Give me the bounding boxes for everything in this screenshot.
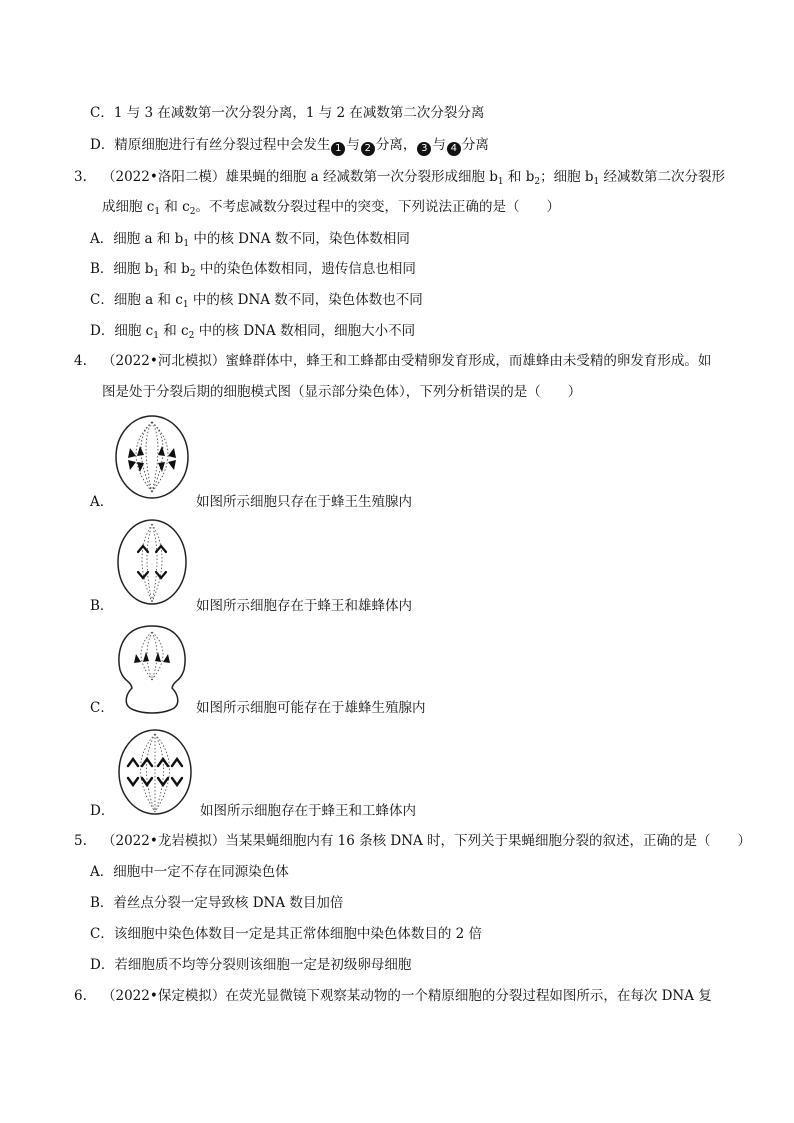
q3-option-c: C．细胞 a 和 $c_1$ 中的核 DNA 数不同，染色体数也不同: [90, 292, 423, 310]
q4-option-d-text: 如图所示细胞存在于蜂王和工蜂体内: [200, 803, 416, 819]
q3-number: 3.: [74, 169, 87, 185]
q2-option-c: C．1 与 3 在减数第一次分裂分离，1 与 2 在减数第二次分裂分离: [90, 105, 485, 121]
q5-option-c: C．该细胞中染色体数目一定是其正常体细胞中染色体数目的 2 倍: [90, 926, 483, 942]
q6-stem-line1: （2022•保定模拟）在荧光显微镜下观察某动物的一个精原细胞的分裂过程如图所示，在每次 DNA 复: [102, 988, 712, 1004]
q2-option-d: D．精原细胞进行有丝分裂过程中会发生 1 与 2 分离， 3 与 4 分离: [90, 137, 489, 154]
q4-option-a-text: 如图所示细胞只存在于蜂王生殖腺内: [196, 494, 412, 510]
q4-stem-line1: （2022•河北模拟）蜜蜂群体中，蜂王和工蜂都由受精卵发育形成，而雄蜂由未受精的卵发育形成。如: [102, 353, 712, 369]
q4-option-c-label: C．: [90, 700, 114, 716]
cell-figure-a: [112, 412, 192, 502]
circled-number-1: 1: [331, 142, 345, 156]
cell-figure-d: [114, 726, 196, 818]
q3-stem-line1: （2022•洛阳二模）雄果蝇的细胞 a 经减数第一次分裂形成细胞 $b_1$ 和 $b_2$；细胞 $b_1$ 经减数第二次分裂形: [102, 169, 726, 187]
q3-option-b: B．细胞 $b_1$ 和 $b_2$ 中的染色体数相同，遗传信息也相同: [90, 261, 416, 279]
q5-number: 5.: [74, 833, 87, 849]
q6-number: 6.: [74, 988, 87, 1004]
q4-stem-line2: 图是处于分裂后期的细胞模式图（显示部分染色体），下列分析错误的是（ ）: [102, 384, 582, 400]
q4-option-b-text: 如图所示细胞存在于蜂王和雄蜂体内: [196, 598, 412, 614]
q4-option-d-label: D．: [90, 803, 115, 819]
q3-stem-line2: 成细胞 $c_1$ 和 $c_2$。不考虑减数分裂过程中的突变，下列说法正确的是（ ）: [102, 199, 560, 217]
q5-option-a: A．细胞中一定不存在同源染色体: [90, 864, 289, 880]
q5-stem: （2022•龙岩模拟）当某果蝇细胞内有 16 条核 DNA 时，下列关于果蝇细胞分裂的叙述，正确的是（ ）: [102, 833, 752, 849]
circled-number-4: 4: [447, 142, 461, 156]
q4-number: 4.: [74, 353, 87, 369]
circled-number-2: 2: [361, 142, 375, 156]
q3-option-d: D．细胞 $c_1$ 和 $c_2$ 中的核 DNA 数相同，细胞大小不同: [90, 323, 416, 341]
circled-number-3: 3: [417, 142, 431, 156]
q5-option-b: B．着丝点分裂一定导致核 DNA 数目加倍: [90, 895, 344, 911]
q5-option-d: D．若细胞质不均等分裂则该细胞一定是初级卵母细胞: [90, 957, 412, 973]
cell-figure-c: [112, 622, 192, 714]
q4-option-a-label: A．: [90, 494, 114, 510]
cell-figure-b: [112, 516, 192, 608]
q4-option-c-text: 如图所示细胞可能存在于雄蜂生殖腺内: [196, 700, 426, 716]
q3-option-a: A．细胞 a 和 $b_1$ 中的核 DNA 数不同，染色体数相同: [90, 231, 410, 249]
q4-option-b-label: B．: [90, 598, 114, 614]
